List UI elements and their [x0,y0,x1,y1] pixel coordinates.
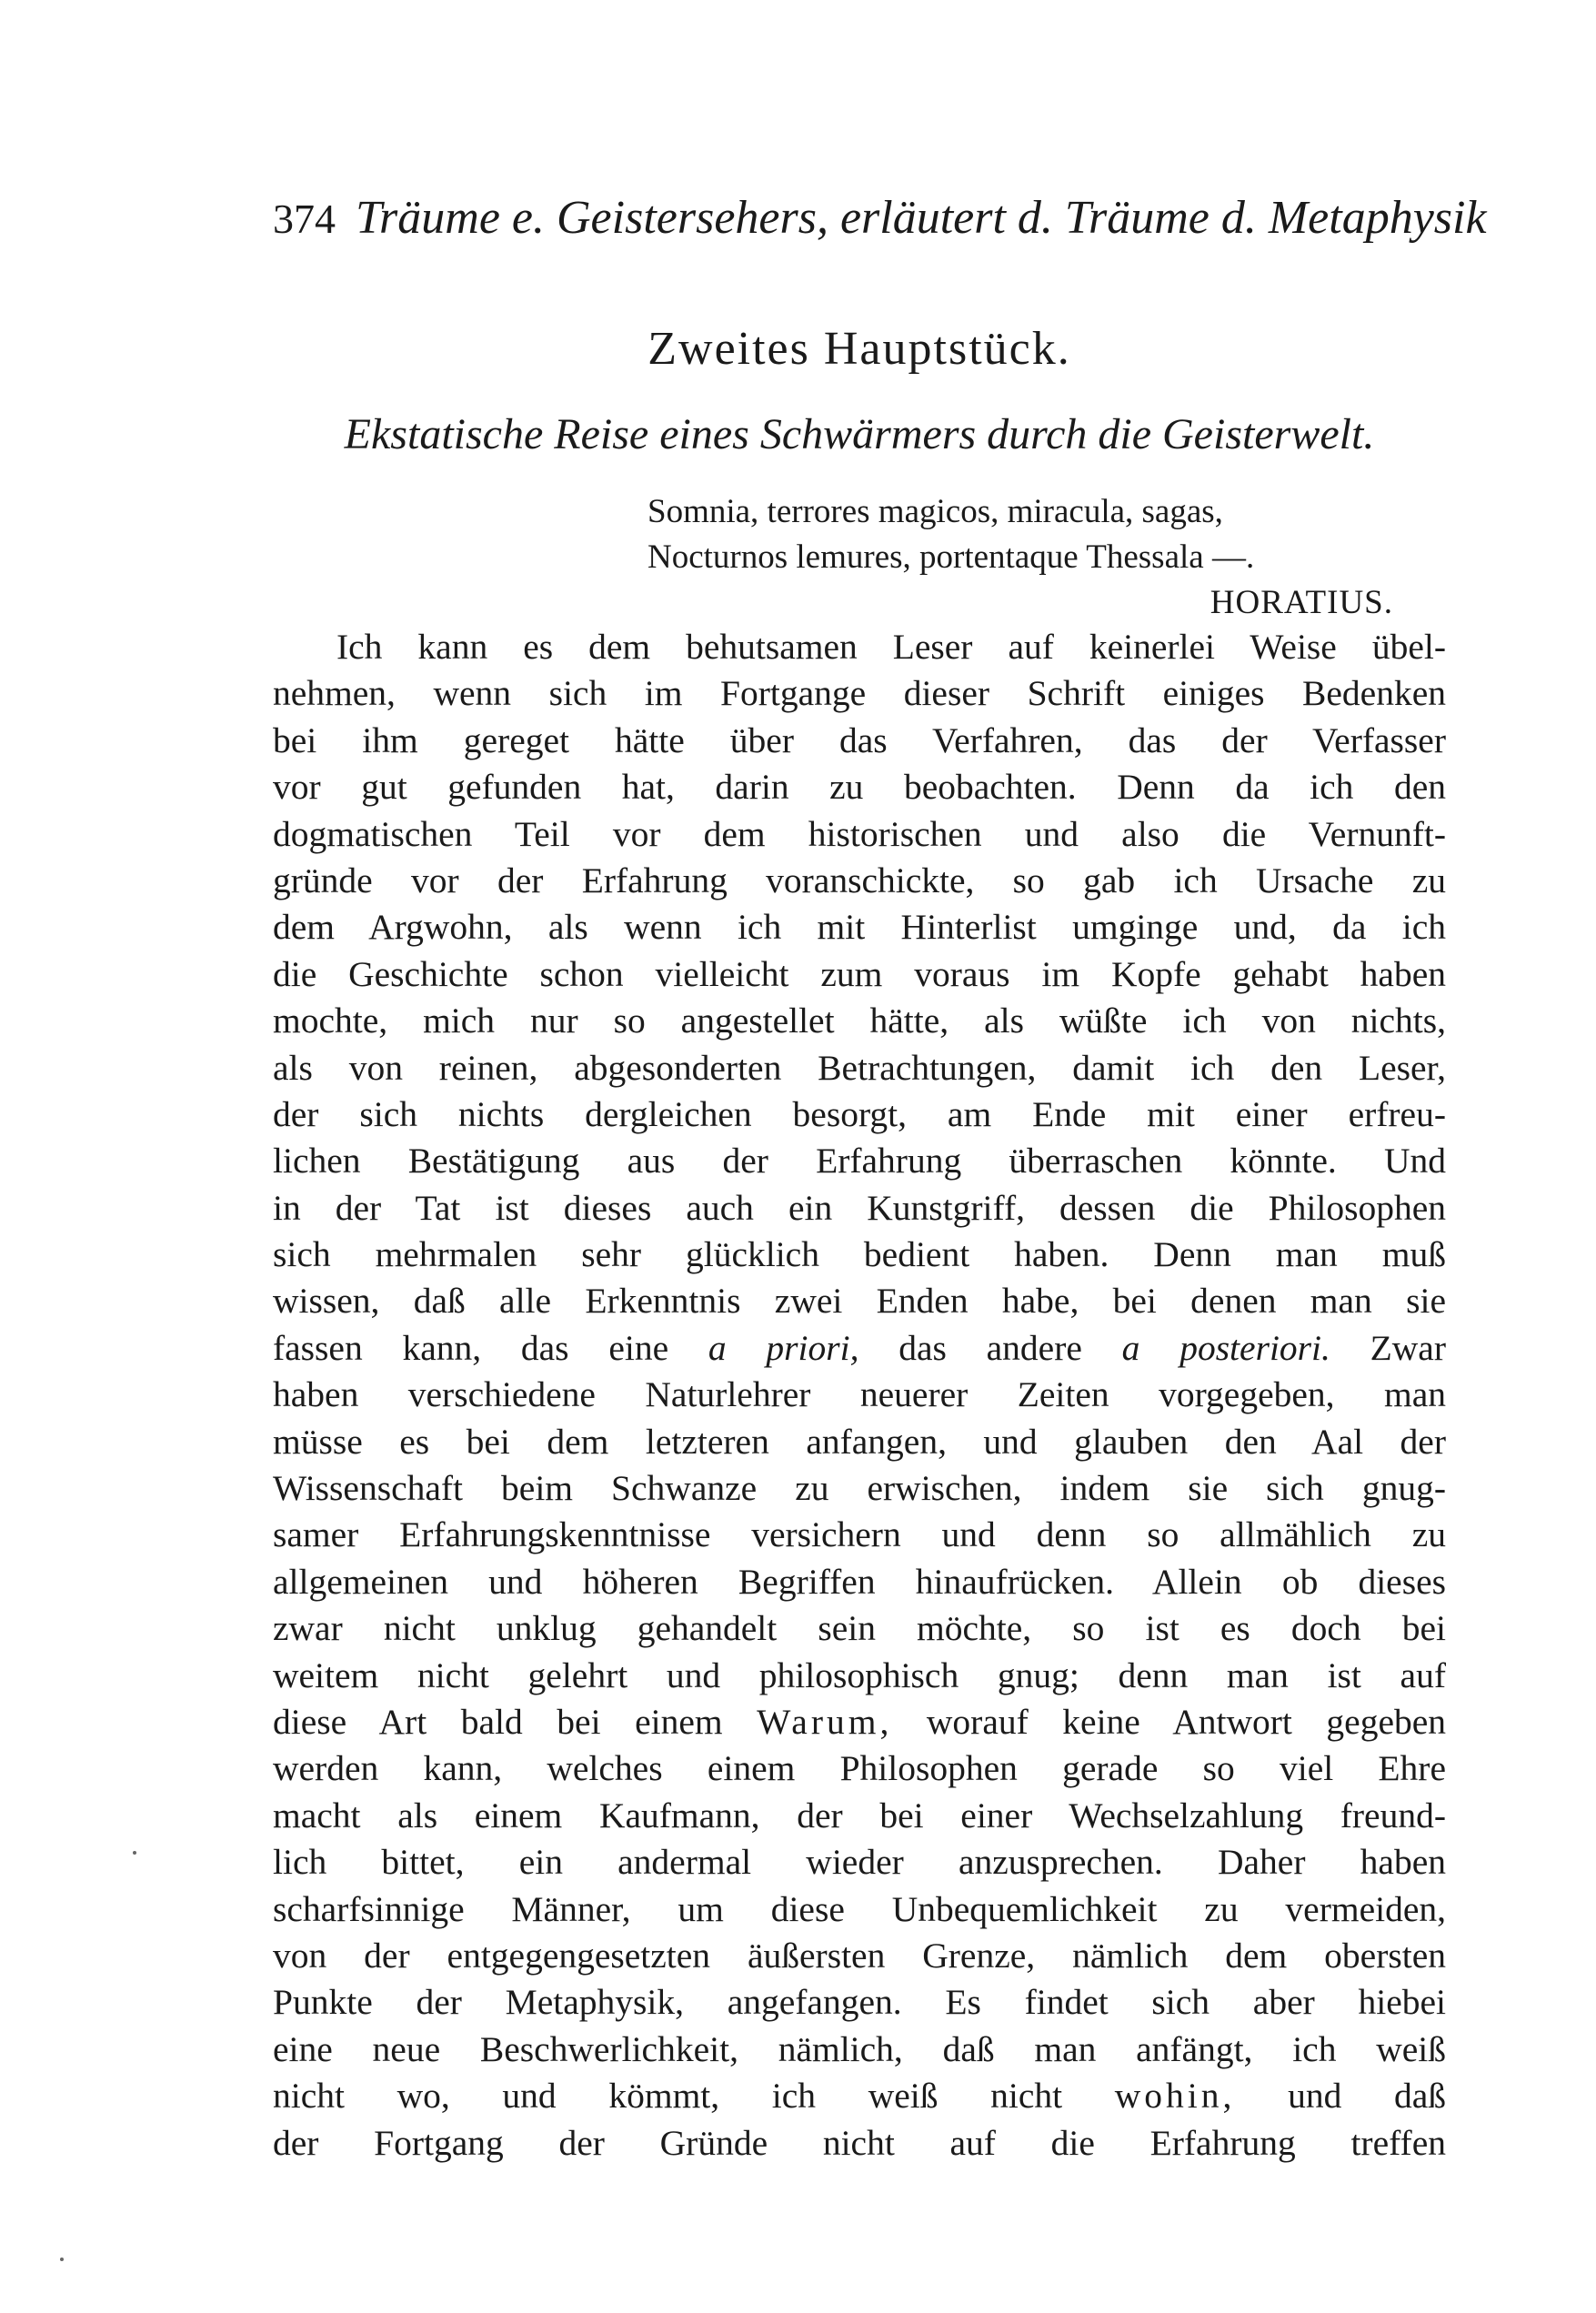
warum-spaced: Warum, [757,1701,893,1742]
body-line-mid: das andere [898,1327,1082,1368]
body-line: der sich nichts dergleichen besorgt, am Ende mit einer erfreu- [273,1093,1446,1134]
body-line: vor gut gefunden hat, darin zu beobachten. Denn da ich den [273,767,1446,808]
a-priori: a priori, [708,1327,859,1368]
body-line: bei ihm gereget hätte über das Verfahren, das der Verfasser [273,719,1446,760]
body-line: lichen Bestätigung aus der Erfahrung überraschen könnte. Und [273,1141,1446,1182]
body-line: samer Erfahrungskenntnisse versichern und denn so allmählich zu [273,1514,1446,1555]
body-line: werden kann, welches einem Philosophen gerade so viel Ehre [273,1748,1446,1789]
body-line: Punkte der Metaphysik, angefangen. Es findet sich aber hiebei [273,1982,1446,2023]
body-line-end: worauf keine Antwort gegeben [926,1701,1446,1742]
body-line: sich mehrmalen sehr glücklich bedient haben. Denn man muß [273,1234,1446,1275]
body-line: mochte, mich nur so angestellet hätte, als wüßte ich von nichts, [273,1001,1446,1041]
epigraph-line-2: Nocturnos lemures, portentaque Thessala —. [647,538,1255,576]
body-line-start: nicht wo, und kömmt, ich weiß nicht [273,2076,1063,2117]
body-line: in der Tat ist dieses auch ein Kunstgriff, dessen die Philosophen [273,1187,1446,1228]
body-line: zwar nicht unklug gehandelt sein möchte, so ist es doch bei [273,1608,1446,1649]
body-line-mixed [273,2073,1446,2119]
epigraph [647,489,1393,626]
body-line-mixed [273,1699,1446,1745]
wohin-spaced: wohin, [1114,2076,1236,2117]
body-line: dogmatischen Teil vor dem historischen und also die Vernunft- [273,813,1446,854]
body-line: von der entgegengesetzten äußersten Grenze, nämlich dem obersten [273,1935,1446,1976]
body-line: die Geschichte schon vielleicht zum voraus im Kopfe gehabt haben [273,953,1446,994]
epigraph-line-1: Somnia, terrores magicos, miracula, sagas, [647,493,1223,530]
body-line: scharfsinnige Männer, um diese Unbequemlichkeit zu vermeiden, [273,1888,1446,1929]
body-line: nehmen, wenn sich im Fortgange dieser Schrift einiges Bedenken [273,673,1446,714]
body-line: allgemeinen und höheren Begriffen hinaufrücken. Allein ob dieses [273,1561,1446,1602]
margin-speck [133,1851,136,1855]
body-line-start: diese Art bald bei einem [273,1701,723,1742]
body-line-start: fassen kann, das eine [273,1327,669,1368]
body-line: dem Argwohn, als wenn ich mit Hinterlist umginge und, da ich [273,907,1446,948]
body-line-end: Zwar [1370,1327,1446,1368]
body-line: lich bittet, ein andermal wieder anzusprechen. Daher haben [273,1842,1446,1883]
body-line: gründe vor der Erfahrung voranschickte, so gab ich Ursache zu [273,860,1446,900]
margin-speck [60,2258,64,2261]
a-posteriori: a posteriori. [1121,1327,1330,1368]
page-number: 374 [273,196,336,242]
body-paragraph [273,624,1446,2167]
body-line: Wissenschaft beim Schwanze zu erwischen, indem sie sich gnug- [273,1468,1446,1509]
body-line-end: und daß [1288,2076,1446,2117]
body-line: haben verschiedene Naturlehrer neuerer Zeiten vorgegeben, man [273,1374,1446,1415]
body-line: müsse es bei dem letzteren anfangen, und glauben den Aal der [273,1421,1446,1462]
body-line: eine neue Beschwerlichkeit, nämlich, daß man anfängt, ich weiß [273,2028,1446,2069]
body-line: wissen, daß alle Erkenntnis zwei Enden habe, bei denen man sie [273,1281,1446,1322]
body-line: als von reinen, abgesonderten Betrachtungen, damit ich den Leser, [273,1047,1446,1088]
body-line: macht als einem Kaufmann, der bei einer Wechselzahlung freund- [273,1795,1446,1835]
body-line: der Fortgang der Gründe nicht auf die Erfahrung treffen [273,2122,1446,2163]
running-head [273,189,1487,248]
body-line: Ich kann es dem behutsamen Leser auf keinerlei Weise übel- [336,627,1446,667]
chapter-subtitle: Ekstatische Reise eines Schwärmers durch die Geisterwelt. [344,410,1375,458]
running-title: Träume e. Geistersehers, erläutert d. Träume d. Metaphysik [356,192,1487,244]
body-line: weitem nicht gelehrt und philosophisch gnug; denn man ist auf [273,1654,1446,1695]
chapter-title: Zweites Hauptstück. [647,323,1071,375]
body-line-mixed [273,1325,1446,1372]
epigraph-author: HORATIUS. [1210,584,1393,621]
